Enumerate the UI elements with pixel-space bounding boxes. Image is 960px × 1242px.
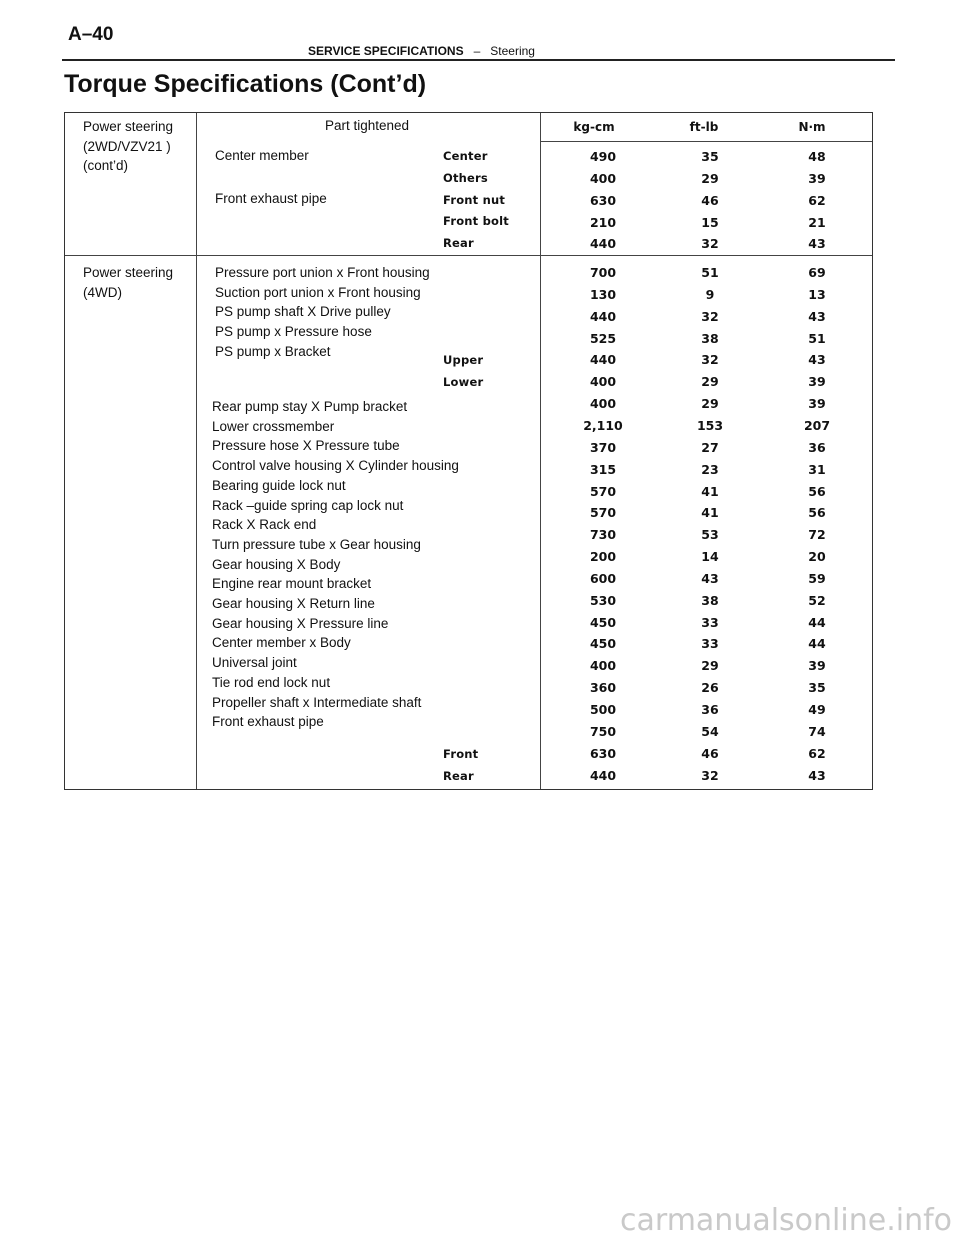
torque-value: 153 <box>696 417 724 433</box>
torque-value: 32 <box>701 767 719 783</box>
torque-value: 43 <box>808 236 826 252</box>
torque-value: 43 <box>808 767 826 783</box>
unit-header-kgcm: kg-cm <box>573 120 615 134</box>
torque-value: 72 <box>808 527 826 543</box>
section-label: (cont’d) <box>83 158 129 174</box>
torque-value: 52 <box>808 592 826 608</box>
torque-value: 750 <box>589 723 617 739</box>
torque-value: 700 <box>589 265 617 280</box>
torque-value: 440 <box>589 236 617 252</box>
torque-spec-table <box>64 112 873 790</box>
subsection-title: Steering <box>490 44 535 58</box>
torque-value: 32 <box>701 352 719 368</box>
part-name: Pressure port union x Front housing <box>215 265 430 280</box>
part-name: Control valve housing X Cylinder housing <box>212 458 459 474</box>
section-divider <box>65 255 872 256</box>
torque-value: 29 <box>701 170 719 186</box>
torque-value: 48 <box>808 149 826 164</box>
torque-value: 29 <box>701 658 719 674</box>
torque-value: 49 <box>808 702 826 717</box>
part-sub-position: Others <box>443 171 488 185</box>
torque-value: 570 <box>589 483 617 499</box>
page-title: Torque Specifications (Cont’d) <box>64 70 427 98</box>
torque-value: 400 <box>589 396 617 412</box>
part-name: Universal joint <box>212 655 297 671</box>
torque-value: 440 <box>589 767 617 783</box>
part-name: Rear pump stay X Pump bracket <box>212 399 408 414</box>
torque-value: 21 <box>808 214 826 230</box>
part-name: Propeller shaft x Intermediate shaft <box>212 694 422 710</box>
torque-value: 400 <box>589 374 617 390</box>
section-label: (4WD) <box>83 284 122 300</box>
torque-value: 490 <box>589 149 617 164</box>
part-name: Lower crossmember <box>212 418 335 434</box>
torque-value: 69 <box>808 265 826 280</box>
page-number: A–40 <box>68 24 114 45</box>
part-sub-position: Center <box>443 149 488 163</box>
part-name: Center member x Body <box>212 635 351 651</box>
torque-value: 570 <box>589 505 617 521</box>
torque-value: 39 <box>808 374 826 390</box>
torque-value: 14 <box>701 549 719 565</box>
torque-value: 23 <box>701 461 719 477</box>
torque-value: 2,110 <box>583 417 623 433</box>
part-name: Front exhaust pipe <box>215 191 327 206</box>
header-separator: – <box>473 44 481 58</box>
table-divider-label <box>196 113 197 789</box>
part-name: Center member <box>215 148 309 163</box>
part-name: PS pump x Bracket <box>215 343 331 359</box>
torque-value: 44 <box>808 614 826 630</box>
torque-value: 43 <box>808 352 826 368</box>
part-sub-position: Upper <box>443 353 484 367</box>
section-label: (2WD/VZV21 ) <box>83 138 171 154</box>
torque-value: 62 <box>808 745 826 761</box>
torque-value: 530 <box>589 592 617 608</box>
unit-header-nm: N·m <box>798 120 826 134</box>
section-label: Power steering <box>83 119 174 134</box>
torque-value: 500 <box>589 702 617 717</box>
torque-value: 31 <box>808 461 826 477</box>
torque-value: 400 <box>589 170 617 186</box>
torque-value: 20 <box>808 549 826 565</box>
torque-value: 207 <box>803 417 831 433</box>
header-rule <box>62 59 895 61</box>
torque-value: 15 <box>701 214 719 230</box>
unit-header-ftlb: ft-lb <box>689 120 719 134</box>
part-name: Turn pressure tube x Gear housing <box>212 536 421 552</box>
torque-value: 29 <box>701 396 719 412</box>
torque-value: 630 <box>589 192 617 208</box>
section-title: SERVICE SPECIFICATIONS <box>308 44 464 58</box>
torque-value: 51 <box>701 265 719 280</box>
torque-value: 62 <box>808 192 826 208</box>
torque-value: 600 <box>589 570 617 586</box>
part-sub-position: Rear <box>443 236 474 250</box>
running-header <box>308 44 535 58</box>
torque-value: 26 <box>701 680 719 696</box>
torque-value: 730 <box>589 527 617 543</box>
torque-value: 46 <box>701 745 719 761</box>
torque-value: 36 <box>808 439 826 455</box>
torque-value: 9 <box>705 286 715 302</box>
torque-value: 54 <box>701 723 719 739</box>
part-sub-position: Front bolt <box>443 214 509 228</box>
unit-header-rule <box>540 141 872 142</box>
part-sub-position: Lower <box>443 374 484 389</box>
torque-value: 630 <box>589 745 617 761</box>
watermark: carmanualsonline.info <box>620 1203 952 1238</box>
torque-value: 525 <box>589 330 617 346</box>
part-name: Tie rod end lock nut <box>212 674 331 690</box>
part-name: Gear housing X Body <box>212 556 341 572</box>
torque-value: 370 <box>589 439 617 455</box>
torque-value: 130 <box>589 286 617 302</box>
torque-value: 74 <box>808 723 826 739</box>
torque-value: 46 <box>701 192 719 208</box>
part-sub-position: Front <box>443 747 479 761</box>
part-name: Pressure hose X Pressure tube <box>212 438 400 454</box>
torque-value: 13 <box>808 286 826 302</box>
torque-value: 33 <box>701 614 719 630</box>
torque-value: 44 <box>808 636 826 652</box>
torque-value: 43 <box>808 308 826 324</box>
part-sub-position: Front nut <box>443 193 506 207</box>
torque-value: 440 <box>589 308 617 324</box>
torque-value: 450 <box>589 614 617 630</box>
torque-value: 41 <box>701 483 719 499</box>
torque-value: 27 <box>701 439 719 455</box>
part-name: Rack X Rack end <box>212 517 317 533</box>
torque-value: 39 <box>808 658 826 674</box>
torque-value: 360 <box>589 680 617 696</box>
torque-value: 53 <box>701 527 719 543</box>
part-name: Suction port union x Front housing <box>215 284 421 300</box>
torque-value: 35 <box>808 680 826 696</box>
part-name: PS pump x Pressure hose <box>215 324 372 340</box>
table-divider-values <box>540 113 541 789</box>
torque-value: 33 <box>701 636 719 652</box>
torque-value: 200 <box>589 549 617 565</box>
torque-value: 32 <box>701 308 719 324</box>
section-label: Power steering <box>83 265 174 280</box>
torque-value: 38 <box>701 592 719 608</box>
torque-value: 450 <box>589 636 617 652</box>
part-name: Engine rear mount bracket <box>212 576 372 592</box>
torque-value: 315 <box>589 461 617 477</box>
torque-value: 56 <box>808 505 826 521</box>
part-tightened-header: Part tightened <box>324 118 410 133</box>
torque-value: 39 <box>808 170 826 186</box>
torque-value: 51 <box>808 330 826 346</box>
torque-value: 35 <box>701 149 719 164</box>
torque-value: 39 <box>808 396 826 412</box>
torque-value: 29 <box>701 374 719 390</box>
torque-value: 38 <box>701 330 719 346</box>
part-name: Front exhaust pipe <box>212 714 324 730</box>
torque-value: 43 <box>701 570 719 586</box>
part-name: PS pump shaft X Drive pulley <box>215 304 391 320</box>
torque-value: 32 <box>701 236 719 252</box>
part-name: Gear housing X Return line <box>212 596 375 611</box>
torque-value: 400 <box>589 658 617 674</box>
part-sub-position: Rear <box>443 768 474 783</box>
torque-value: 36 <box>701 702 719 717</box>
part-name: Bearing guide lock nut <box>212 477 346 493</box>
part-name: Rack –guide spring cap lock nut <box>212 497 404 513</box>
torque-value: 440 <box>589 352 617 368</box>
torque-value: 56 <box>808 483 826 499</box>
torque-value: 210 <box>589 214 617 230</box>
part-name: Gear housing X Pressure line <box>212 615 389 631</box>
torque-value: 59 <box>808 570 826 586</box>
torque-value: 41 <box>701 505 719 521</box>
